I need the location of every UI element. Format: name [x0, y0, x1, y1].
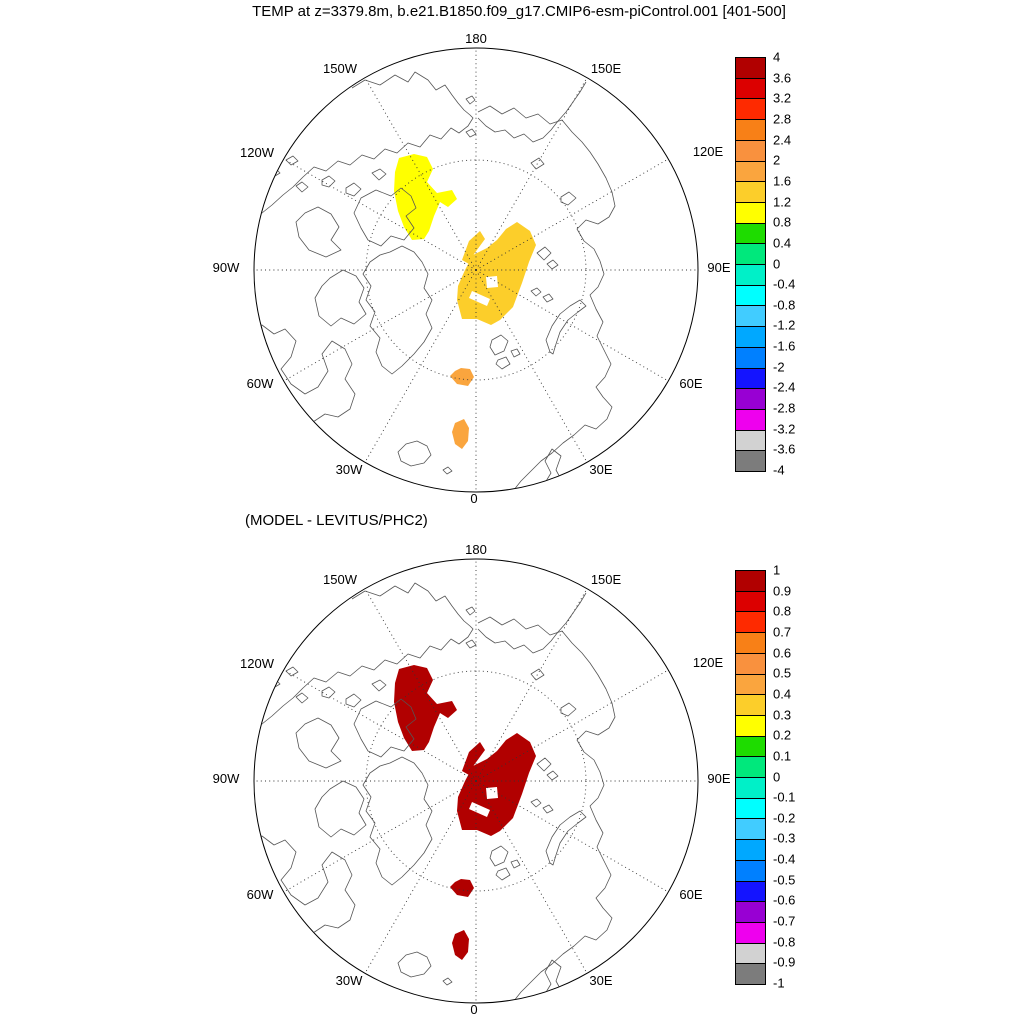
anomaly-patch-blobC: [457, 733, 536, 836]
top-map: [213, 31, 731, 506]
colorbar-segment: [736, 203, 765, 224]
colorbar-tick-label: 2: [773, 152, 781, 168]
colorbar-tick-label: 0.2: [773, 727, 792, 743]
figure-subtitle: (MODEL - LEVITUS/PHC2): [245, 512, 428, 529]
colorbar-segment: [736, 819, 765, 840]
colorbar-segment: [736, 840, 765, 861]
colorbar-tick-label: -0.8: [773, 934, 796, 950]
figure-title: TEMP at z=3379.8m, b.e21.B1850.f09_g17.CMIP6-esm-piControl.001 [401-500]: [252, 3, 786, 20]
colorbar-tick-label: -3.6: [773, 441, 796, 457]
colorbar-segment: [736, 431, 765, 452]
colorbar-tick-label: -0.5: [773, 872, 796, 888]
colorbar-tick-label: -2.8: [773, 400, 796, 416]
colorbar-segment: [736, 612, 765, 633]
colorbar-segment: [736, 654, 765, 675]
colorbar-tick-label: 1.2: [773, 194, 792, 210]
colorbar-segment: [736, 58, 765, 79]
colorbar-segment: [736, 389, 765, 410]
colorbar-tick-label: -0.7: [773, 913, 796, 929]
anomaly-patches-bottom: [394, 665, 536, 960]
colorbar-segment: [736, 120, 765, 141]
bottom-map: [213, 542, 731, 1017]
colorbar-segment: [736, 902, 765, 923]
anomaly-patch-blobNW: [394, 154, 457, 240]
colorbar-segment: [736, 695, 765, 716]
colorbar-bottom-labels: [773, 562, 813, 991]
colorbar-tick-label: 0.3: [773, 707, 792, 723]
colorbar-tick-label: -0.9: [773, 954, 796, 970]
colorbar-tick-label: 3.6: [773, 70, 792, 86]
colorbar-tick-label: 0: [773, 256, 781, 271]
colorbar-segment: [736, 592, 765, 613]
colorbar-bottom: [735, 570, 766, 985]
colorbar-segment: [736, 99, 765, 120]
colorbar-segment: [736, 799, 765, 820]
colorbar-segment: [736, 451, 765, 471]
colorbar-segment: [736, 737, 765, 758]
colorbar-tick-label: -0.4: [773, 276, 796, 292]
colorbar-segment: [736, 265, 765, 286]
anomaly-patch-dot2: [452, 930, 469, 960]
anomaly-patch-dot1: [450, 368, 474, 386]
anomaly-patch-hole1: [486, 787, 498, 799]
colorbar-segment: [736, 244, 765, 265]
colorbar-top: [735, 57, 766, 472]
colorbar-segment: [736, 410, 765, 431]
colorbar-tick-label: 3.2: [773, 90, 792, 106]
colorbar-tick-label: 0.4: [773, 235, 792, 251]
anomaly-patch-dot1: [450, 879, 474, 897]
colorbar-segment: [736, 944, 765, 965]
colorbar-tick-label: 0.7: [773, 624, 792, 640]
colorbar-tick-label: -1.2: [773, 317, 796, 333]
colorbar-segment: [736, 882, 765, 903]
colorbar-tick-label: -1: [773, 975, 785, 991]
colorbar-segment: [736, 348, 765, 369]
colorbar-segment: [736, 141, 765, 162]
colorbar-tick-label: -0.3: [773, 830, 796, 846]
colorbar-segment: [736, 964, 765, 984]
colorbar-segment: [736, 633, 765, 654]
anomaly-patch-blobC: [457, 222, 536, 325]
colorbar-tick-label: 0.9: [773, 583, 792, 599]
colorbar-segment: [736, 369, 765, 390]
colorbar-segment: [736, 79, 765, 100]
colorbar-tick-label: -0.2: [773, 810, 796, 826]
anomaly-patch-hole1: [486, 276, 498, 288]
colorbar-tick-label: -0.4: [773, 851, 796, 867]
colorbar-segment: [736, 675, 765, 696]
colorbar-tick-label: 0.5: [773, 665, 792, 681]
anomaly-patch-blobNW: [394, 665, 457, 751]
colorbar-segment: [736, 923, 765, 944]
colorbar-tick-label: -4: [773, 462, 785, 478]
colorbar-segment: [736, 861, 765, 882]
colorbar-tick-label: -2.4: [773, 379, 796, 395]
colorbar-segment: [736, 778, 765, 799]
colorbar-segment: [736, 286, 765, 307]
colorbar-tick-label: 1.6: [773, 173, 792, 189]
colorbar-tick-label: -0.1: [773, 789, 796, 805]
colorbar-tick-label: 0: [773, 769, 781, 784]
colorbar-segment: [736, 224, 765, 245]
anomaly-patch-dot2: [452, 419, 469, 449]
colorbar-tick-label: -2: [773, 359, 785, 375]
colorbar-segment: [736, 162, 765, 183]
anomaly-patches-top: [394, 154, 536, 449]
colorbar-tick-label: -1.6: [773, 338, 796, 354]
colorbar-tick-label: 0.8: [773, 214, 792, 230]
colorbar-tick-label: 4: [773, 49, 781, 65]
colorbar-segment: [736, 757, 765, 778]
colorbar-tick-label: 2.4: [773, 132, 792, 148]
colorbar-tick-label: 0.1: [773, 748, 792, 764]
colorbar-tick-label: -0.8: [773, 297, 796, 313]
colorbar-tick-label: 0.4: [773, 686, 792, 702]
colorbar-segment: [736, 327, 765, 348]
colorbar-top-labels: [773, 49, 813, 478]
colorbar-tick-label: 2.8: [773, 111, 792, 127]
colorbar-tick-label: -0.6: [773, 892, 796, 908]
colorbar-segment: [736, 182, 765, 203]
colorbar-tick-label: 0.8: [773, 603, 792, 619]
colorbar-tick-label: -3.2: [773, 421, 796, 437]
colorbar-segment: [736, 571, 765, 592]
colorbar-segment: [736, 716, 765, 737]
colorbar-tick-label: 0.6: [773, 645, 792, 661]
colorbar-tick-label: 1: [773, 562, 781, 578]
colorbar-segment: [736, 306, 765, 327]
